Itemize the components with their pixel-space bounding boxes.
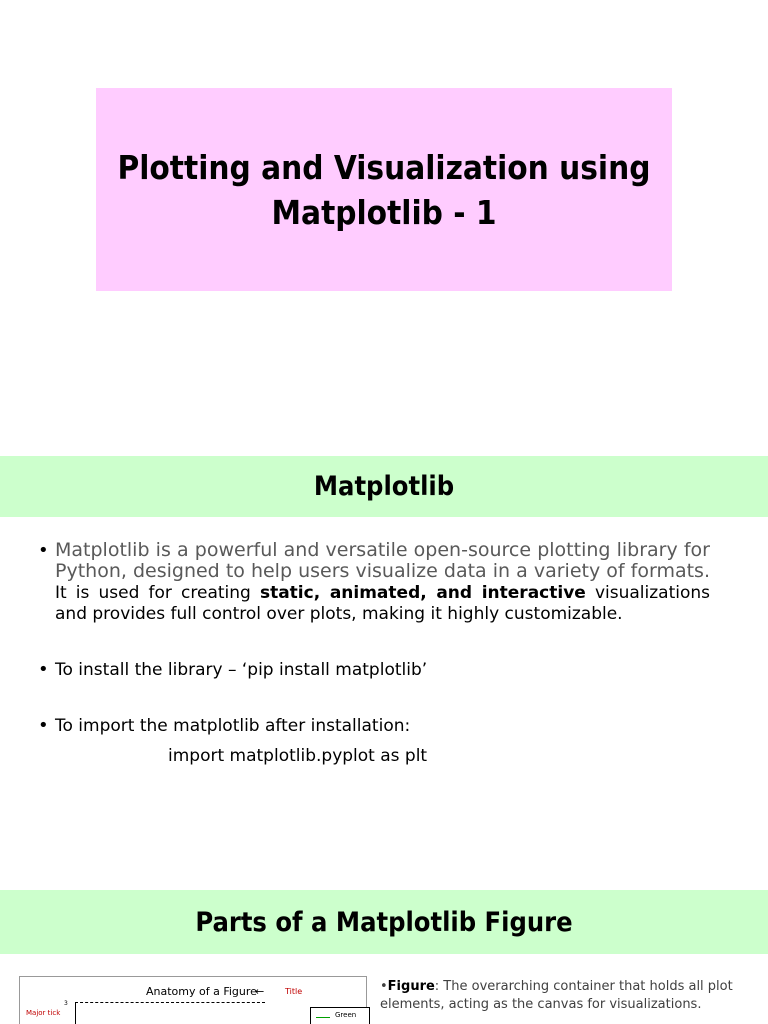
description-rest: visualizations and provides full control over plots, making it highly customizable. (55, 583, 710, 624)
install-text: To install the library – ‘pip install matplotlib’ (55, 660, 428, 680)
figure-parts-heading-band (0, 890, 768, 954)
bullet-dot: • (38, 659, 49, 680)
matplotlib-heading: Matplotlib (313, 471, 455, 502)
slide-title-line-2: Matplotlib - 1 (271, 192, 497, 232)
description-bold: static, animated, and interactive (259, 583, 586, 603)
figure-legend (310, 1007, 370, 1024)
description-used: It is used for creating (55, 583, 260, 603)
anatomy-figure-image (19, 976, 367, 1024)
import-code: import matplotlib.pyplot as plt (168, 746, 428, 766)
dashed-guide-line (75, 1002, 265, 1004)
anatomy-figure-title: Anatomy of a Figure (146, 985, 257, 998)
bullet-import (38, 715, 710, 767)
definition-term: Figure (387, 979, 435, 994)
major-tick-annotation: Major tick (26, 1009, 61, 1017)
matplotlib-bullet-list (38, 540, 710, 767)
description-intro: Matplotlib is a powerful and versatile open-source plotting library for Python, designed to help users visualize data in a variety of formats. (55, 539, 710, 582)
definition-bullet: • (380, 979, 388, 994)
import-text: To import the matplotlib after installation: (55, 716, 411, 736)
tick-value-label: 3 (64, 1000, 68, 1007)
legend-label-green: Green (335, 1011, 357, 1019)
y-axis-line (75, 1002, 76, 1024)
figure-parts-heading: Parts of a Matplotlib Figure (195, 906, 573, 938)
matplotlib-heading-band (0, 456, 768, 517)
title-slide (96, 88, 672, 291)
bullet-install (38, 659, 710, 681)
bullet-dot: • (38, 540, 49, 561)
title-annotation: Title (285, 987, 303, 996)
bullet-dot: • (38, 715, 49, 736)
figure-definition (380, 978, 750, 1014)
slide-title-line-1: Plotting and Visualization using (117, 147, 651, 187)
bullet-description (38, 540, 710, 625)
left-arrow-icon: ← (255, 985, 265, 998)
legend-green-line (316, 1017, 330, 1018)
definition-text: : The overarching container that holds all plot elements, acting as the canvas for visualizations. (380, 979, 733, 1012)
